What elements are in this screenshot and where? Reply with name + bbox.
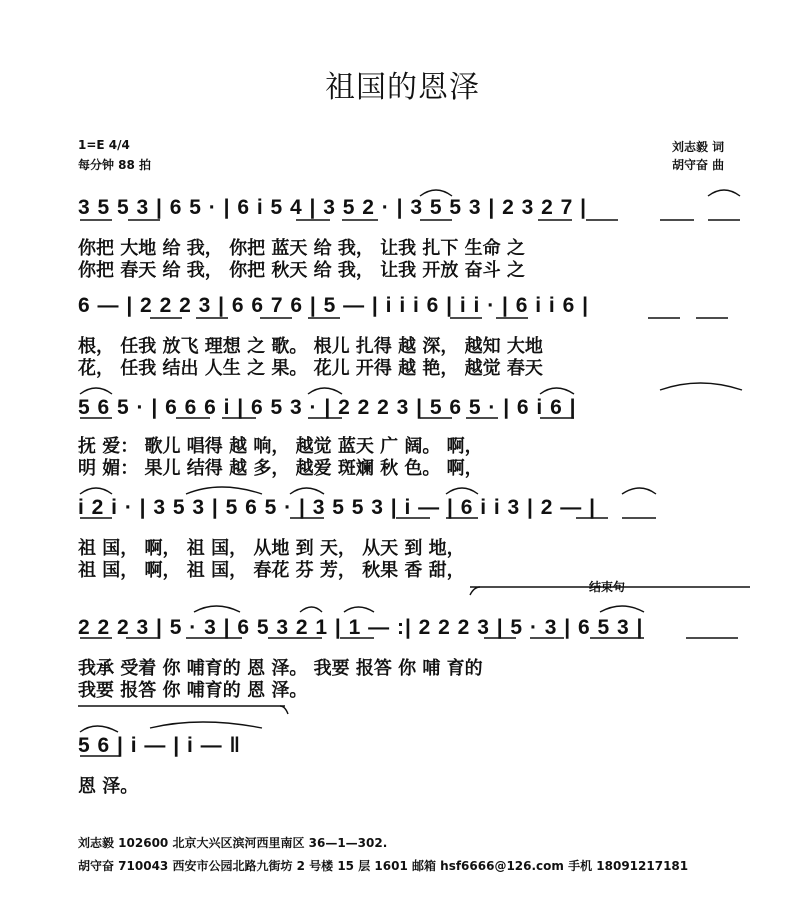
lyricist-credit: 刘志毅 词 bbox=[672, 140, 725, 154]
lyric-line-1a: 你把 大地 给 我， 你把 蓝天 给 我， 让我 扎下 生命 之 bbox=[78, 238, 525, 259]
lyric-line-5a: 我承 受着 你 哺育的 恩 泽。 我要 报答 你 哺 育的 bbox=[78, 658, 483, 679]
notation-row-6: 5 6 | i — | i — ‖ bbox=[78, 734, 241, 757]
lyric-line-3a: 抚 爱： 歌儿 唱得 越 响， 越觉 蓝天 广 阔。 啊， bbox=[78, 436, 483, 457]
footer-contact-lyricist: 刘志毅 102600 北京大兴区滨河西里南区 36—1—302. bbox=[78, 836, 388, 850]
lyric-line-6a: 恩 泽。 bbox=[78, 776, 139, 797]
lyric-line-3b: 明 媚： 果儿 结得 越 多， 越爱 斑斓 秋 色。 啊， bbox=[78, 458, 483, 479]
footer-contact-composer: 胡守奋 710043 西安市公园北路九街坊 2 号楼 15 层 1601 邮箱 hsf6666@126.com 手机 18091217181 bbox=[78, 859, 689, 873]
notation-row-3: 5 6 5 · | 6 6 6 i | 6 5 3 · | 2 2 2 3 | 5 6 5 · | 6 i 6 | bbox=[78, 396, 577, 419]
notation-row-4: i 2 i · | 3 5 3 | 5 6 5 · | 3 5 5 3 | i — | 6 i i 3 | 2 — | bbox=[78, 496, 596, 519]
lyric-line-2b: 花， 任我 结出 人生 之 果。 花儿 开得 越 艳， 越觉 春天 bbox=[78, 358, 543, 379]
composer-credit: 胡守奋 曲 bbox=[672, 158, 725, 172]
notation-row-5: 2 2 2 3 | 5 · 3 | 6 5 3 2 1 | 1 — :| 2 2 2 3 | 5 · 3 | 6 5 3 | bbox=[78, 616, 644, 639]
lyric-line-1b: 你把 春天 给 我， 你把 秋天 给 我， 让我 开放 奋斗 之 bbox=[78, 260, 525, 281]
ending-phrase-label: 结束句 bbox=[586, 578, 628, 595]
song-title: 祖国的恩泽 bbox=[325, 70, 480, 105]
tempo-marking: 每分钟 88 拍 bbox=[78, 158, 152, 172]
key-signature: 1=E 4/4 bbox=[78, 138, 130, 152]
lyric-line-4a: 祖 国， 啊， 祖 国， 从地 到 天， 从天 到 地， bbox=[78, 538, 465, 559]
lyric-line-2a: 根， 任我 放飞 理想 之 歌。 根儿 扎得 越 深， 越知 大地 bbox=[78, 336, 543, 357]
notation-row-1: 3 5 5 3 | 6 5 · | 6 i 5 4 | 3 5 2 · | 3 5 5 3 | 2 3 2 7 | bbox=[78, 196, 588, 219]
lyric-line-4b: 祖 国， 啊， 祖 国， 春花 芬 芳， 秋果 香 甜， bbox=[78, 560, 465, 581]
lyric-line-5b: 我要 报答 你 哺育的 恩 泽。 bbox=[78, 680, 308, 701]
notation-row-2: 6 — | 2 2 2 3 | 6 6 7 6 | 5 — | i i i 6 | i i · | 6 i i 6 | bbox=[78, 294, 589, 317]
